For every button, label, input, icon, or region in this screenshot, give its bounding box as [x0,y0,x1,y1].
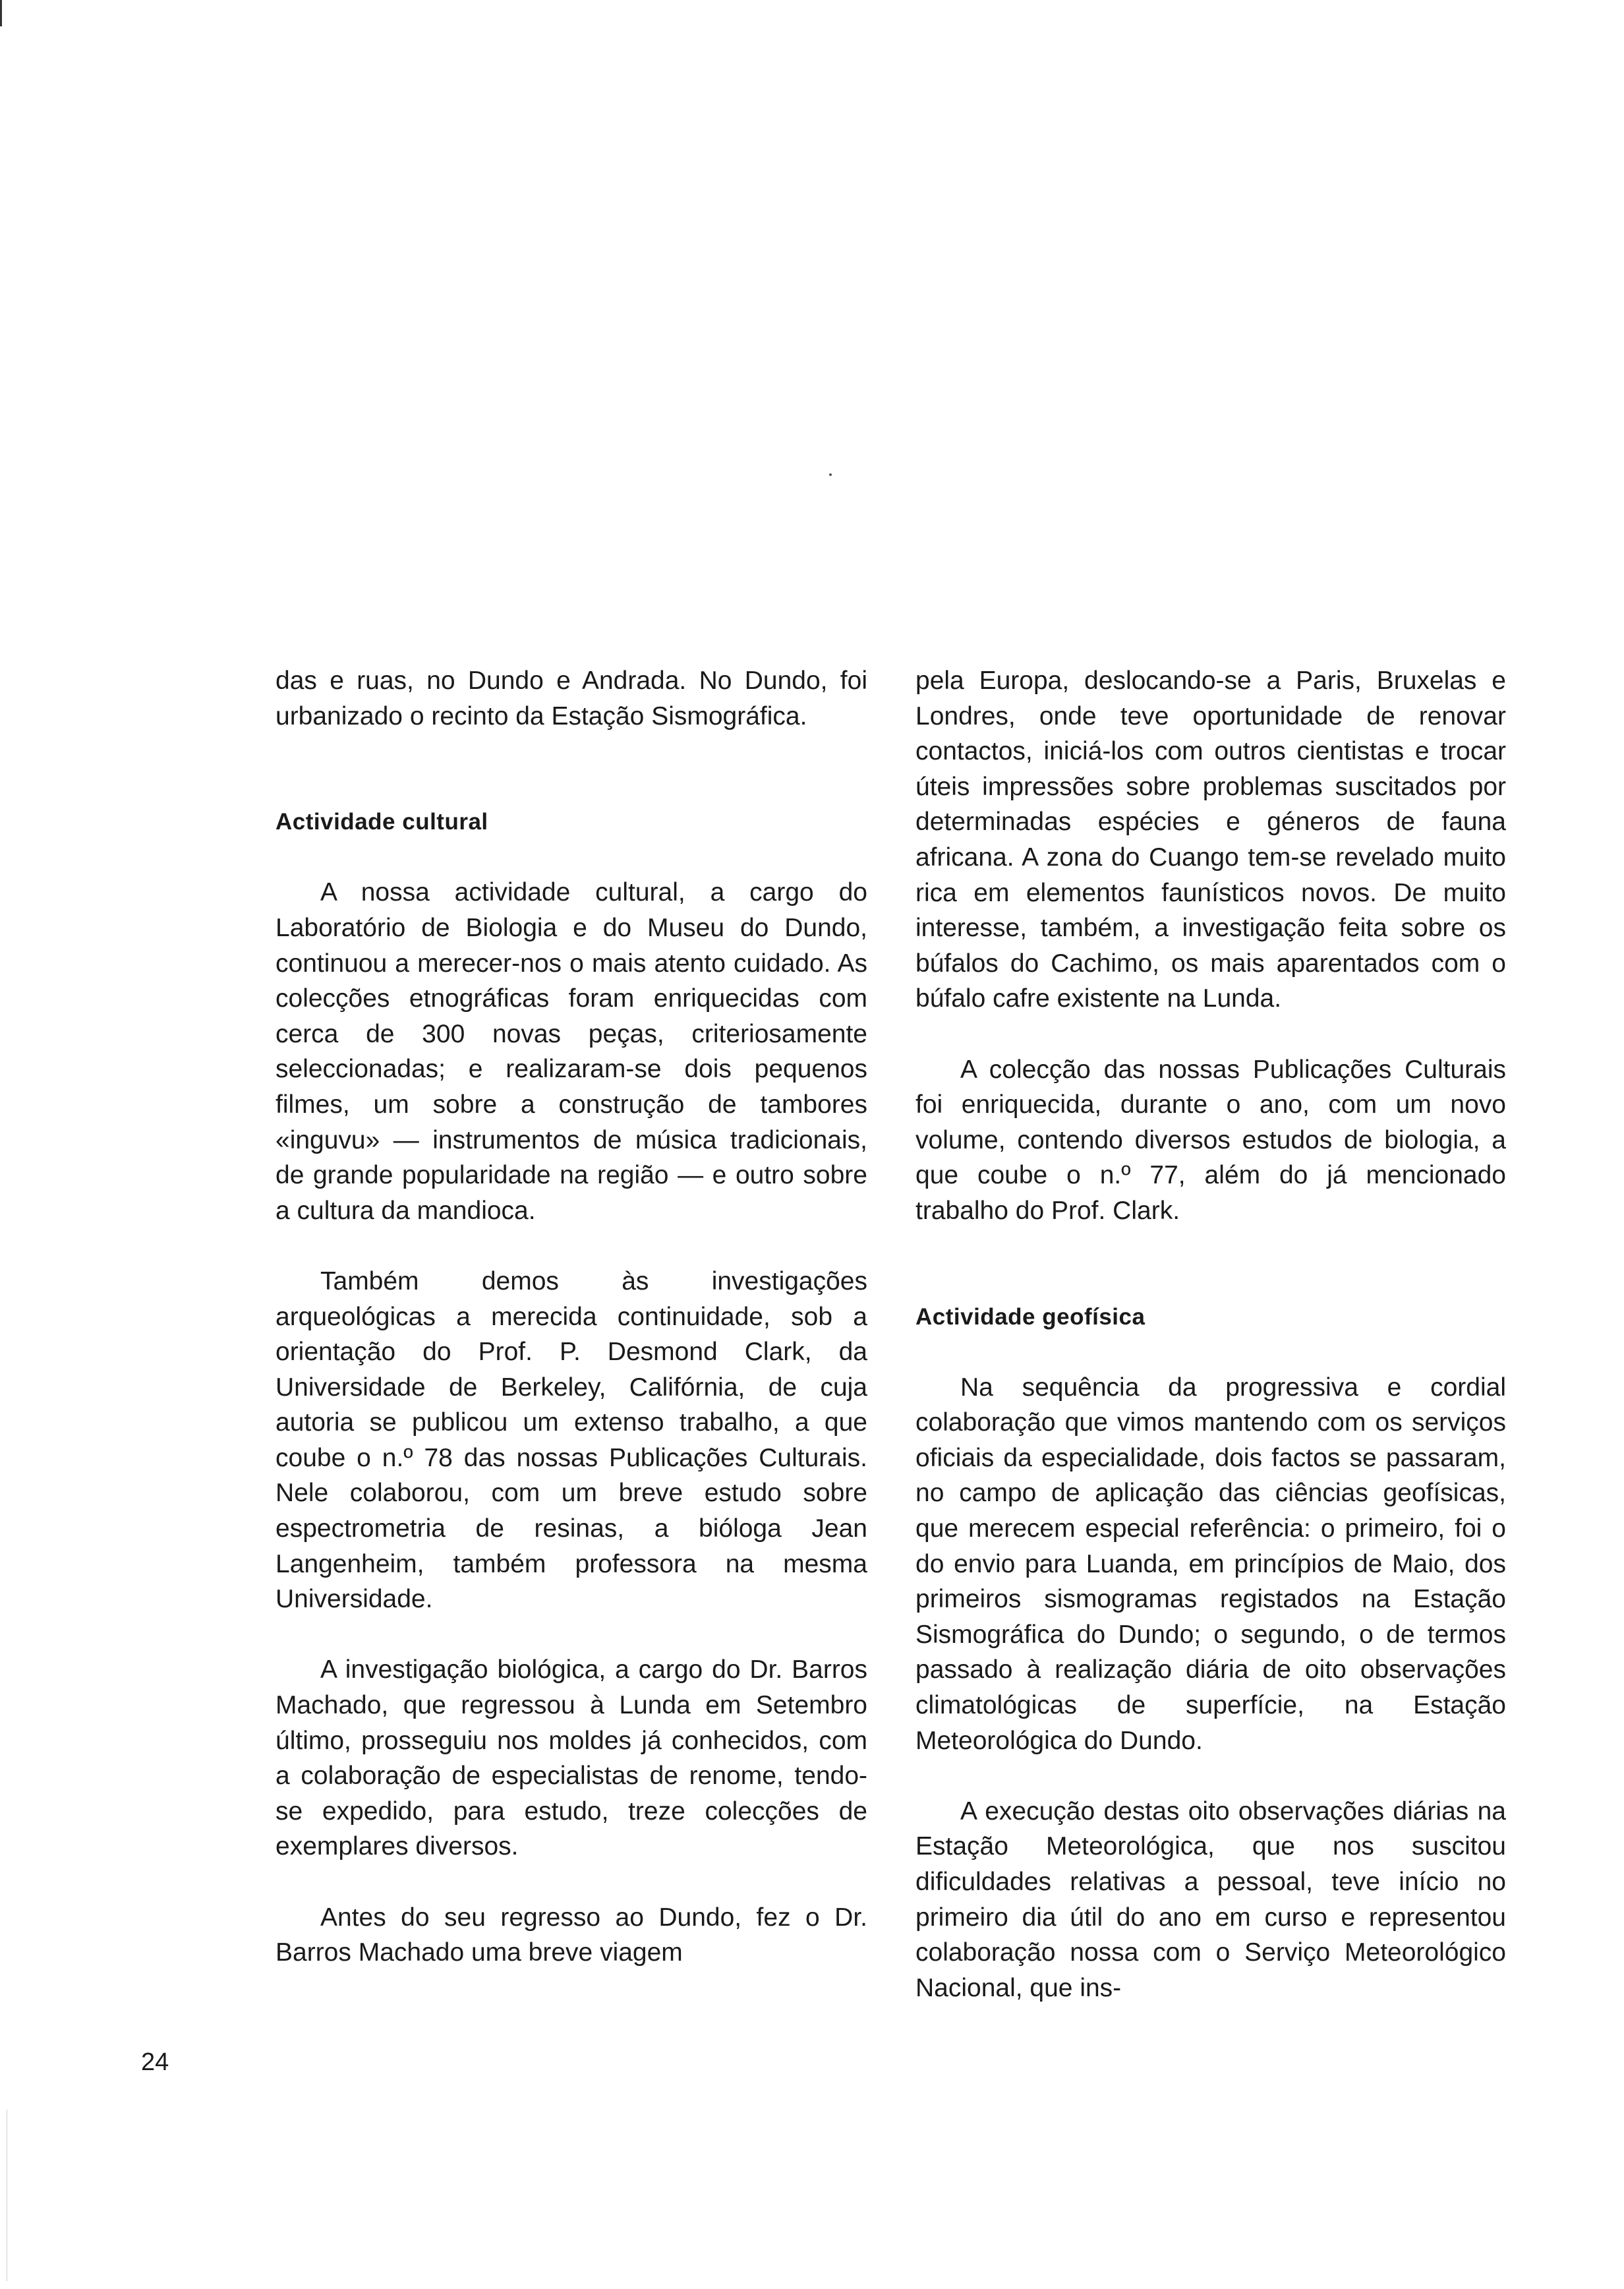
left-paragraph-continued: das e ruas, no Dundo e Andrada. No Dundo, foi urbanizado o recinto da Estação Sismográfica. [276,667,867,730]
left-paragraph-4: Antes do seu regresso ao Dundo, fez o Dr. Barros Machado uma breve viagem [276,1903,867,1967]
spacer [276,734,867,804]
spacer [276,1228,867,1264]
right-paragraph-2: Na sequência da progressiva e cordial colaboração que vimos mantendo com os serviços oficiais da especialidade, dois factos se passaram, no campo de aplicação das ciências geofísicas, que merecem especial referência: o primeiro, foi o do envio para Luanda, em princípios de Maio, dos primeiros sismogramas registados na Estação Sismográfica do Dundo; o segundo, o de termos passado à realização diária de oito observações climatológicas de superfície, na Estação Meteorológica do Dundo. [915,1373,1506,1755]
spacer [915,1334,1506,1370]
heading-actividade-geofisica: Actividade geofísica [915,1303,1146,1330]
right-paragraph-1: A colecção das nossas Publicações Culturais foi enriquecida, durante o ano, com um novo volume, contendo diversos estudos de biologia, a que coube o n.º 77, além do já mencionado trabalho do Prof. Clark. [915,1055,1506,1225]
right-paragraph-3: A execução destas oito observações diárias na Estação Meteorológica, que nos suscitou dificuldades relativas a pessoal, teve início no primeiro dia útil do ano em curso e representou colaboração nossa com o Serviço Meteorológico Nacional, que ins- [915,1797,1506,2002]
right-column [915,663,1506,2006]
scan-edge-mark [0,0,9,26]
spacer [915,1758,1506,1794]
spacer [915,1229,1506,1299]
left-paragraph-3: A investigação biológica, a cargo do Dr. Barros Machado, que regressou à Lunda em Setembro último, prosseguiu nos moldes já conhecidos, com a colaboração de especialistas de renome, tendo-se expedido, para estudo, treze colecções de exemplares diversos. [276,1655,867,1861]
right-paragraph-continued: pela Europa, deslocando-se a Paris, Bruxelas e Londres, onde teve oportunidade de renovar contactos, iniciá-los com outros cientistas e trocar úteis impressões sobre problemas suscitados por determinadas espécies e géneros de fauna africana. A zona do Cuango tem-se revelado muito rica em elementos faunísticos novos. De muito interesse, também, a investigação feita sobre os búfalos do Cachimo, os mais aparentados com o búfalo cafre existente na Lunda. [915,667,1506,1013]
spacer [276,840,867,876]
page-number: 24 [141,2048,169,2076]
left-paragraph-2: Também demos às investigações arqueológicas a merecida continuidade, sob a orientação do Prof. P. Desmond Clark, da Universidade de Berkeley, Califórnia, de cuja autoria se publicou um extenso trabalho, a que coube o n.º 78 das nossas Publicações Culturais. Nele colaborou, com um breve estudo sobre espectrometria de resinas, a bióloga Jean Langenheim, também professora na mesma Universidade. [276,1266,867,1614]
left-paragraph-1: A nossa actividade cultural, a cargo do Laboratório de Biologia e do Museu do Dundo, continuou a merecer-nos o mais atento cuidado. As colecções etnográficas foram enriquecidas com cerca de 300 novas peças, criteriosamente seleccionadas; e realizaram-se dois pequenos filmes, um sobre a construção de tambores «inguvu» — instrumentos de música tradicionais, de grande popularidade na região — e outro sobre a cultura da mandioca. [276,878,867,1225]
heading-actividade-cultural: Actividade cultural [276,809,488,835]
spacer [276,1617,867,1653]
scan-speck [829,473,832,476]
spacer [915,1017,1506,1052]
spacer [276,1864,867,1900]
left-column [276,663,867,1971]
